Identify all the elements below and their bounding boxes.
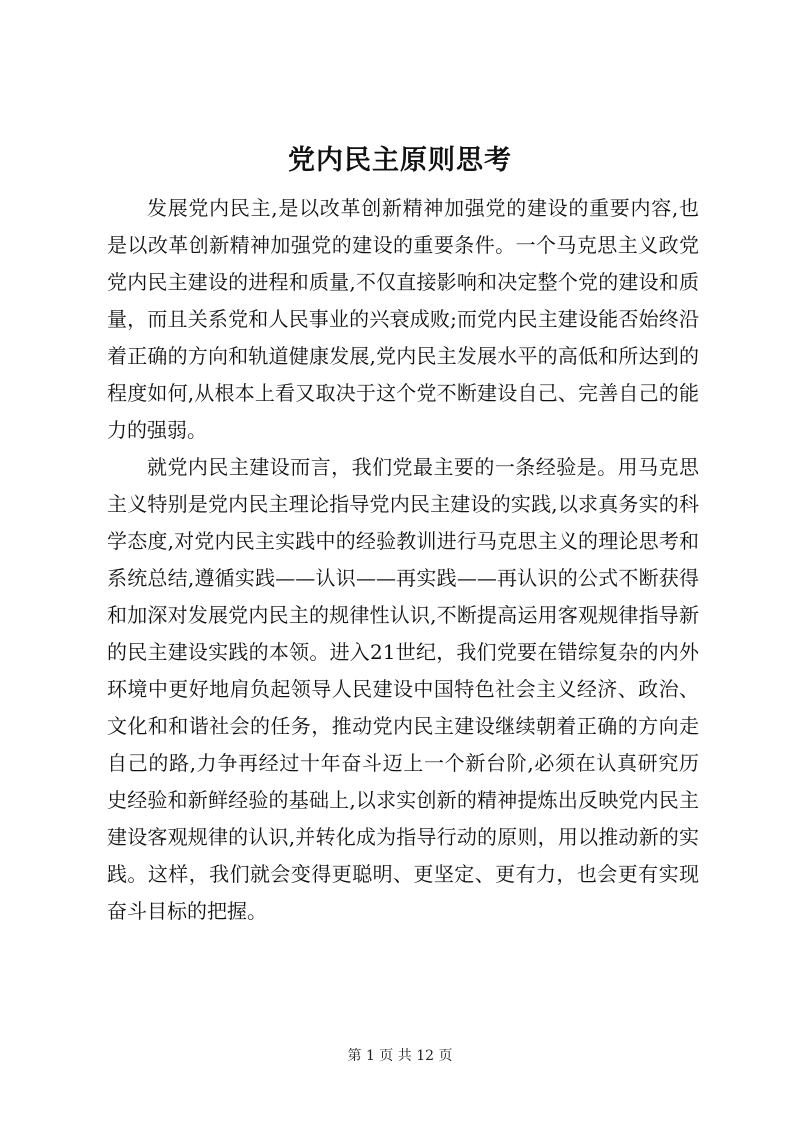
document-title: 党内民主原则思考 bbox=[288, 145, 512, 176]
paragraph-2: 就党内民主建设而言，我们党最主要的一条经验是。用马克思主义特别是党内民主理论指导党内民主建设的实践,以求真务实的科学态度,对党内民主实践中的经验教训进行马克思主义的理论思考和系统总结,遵循实践——认识——再实践——再认识的公式不断获得和加深对发展党内民主的规律性认识,不断提高运用客观规律指导新的民主建设实践的本领。进入21世纪，我们党要在错综复杂的内外环境中更好地肩负起领导人民建设中国特色社会主义经济、政治、文化和和谐社会的任务，推动党内民主建设继续朝着正确的方向走自己的路,力争再经过十年奋斗迈上一个新台阶,必须在认真研究历史经验和新鲜经验的基础上,以求实创新的精神提炼出反映党内民主建设客观规律的认识,并转化成为指导行动的原则，用以推动新的实践。这样，我们就会变得更聪明、更坚定、更有力，也会更有实现奋斗目标的把握。 bbox=[107, 455, 699, 923]
document-body bbox=[107, 190, 699, 930]
page-number-footer: 第 1 页 共 12 页 bbox=[347, 1048, 453, 1064]
paragraph-1: 发展党内民主,是以改革创新精神加强党的建设的重要内容,也是以改革创新精神加强党的建设的重要条件。一个马克思主义政党党内民主建设的进程和质量,不仅直接影响和决定整个党的建设和质量，而且关系党和人民事业的兴衰成败;而党内民主建设能否始终沿着正确的方向和轨道健康发展,党内民主发展水平的高低和所达到的程度如何,从根本上看又取决于这个党不断建设自己、完善自己的能力的强弱。 bbox=[107, 196, 699, 442]
